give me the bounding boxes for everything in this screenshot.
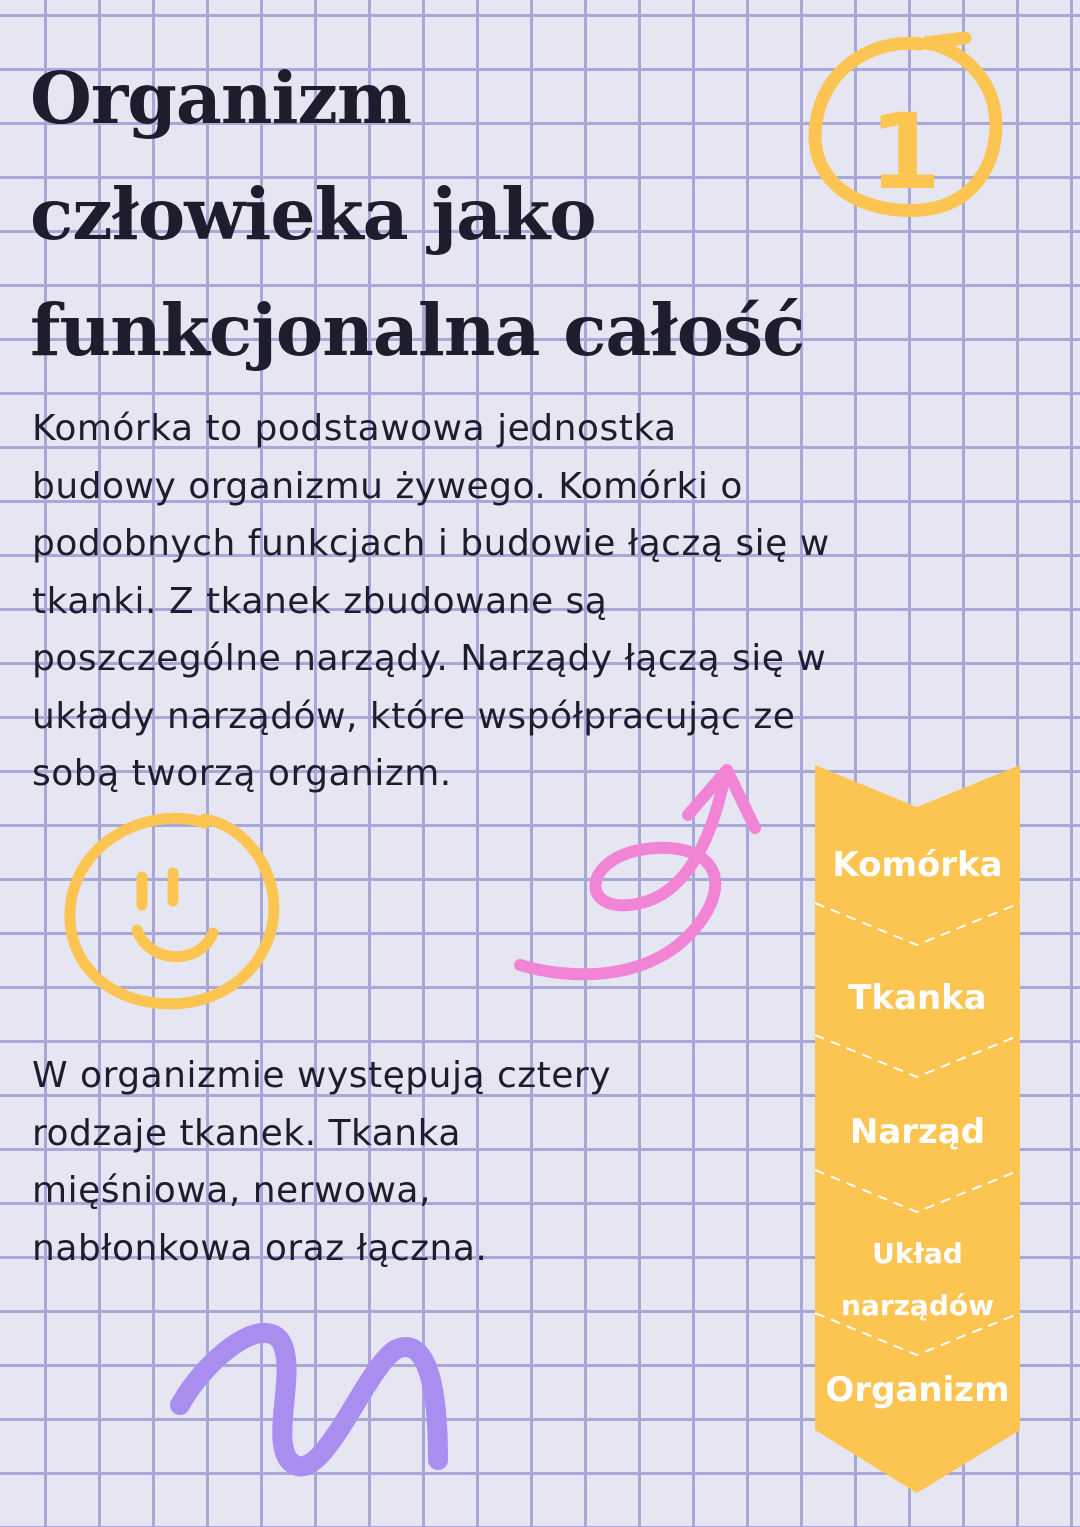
paragraph-line: Komórka to podstawowa jednostka	[32, 408, 677, 449]
organ-system-line-2: narządów	[841, 1289, 994, 1322]
intro-paragraph	[32, 400, 830, 803]
title-line-3: funkcjonalna całość	[30, 288, 805, 372]
tissues-paragraph	[32, 1047, 611, 1277]
paragraph-line: W organizmie występują cztery	[32, 1055, 612, 1096]
paragraph-line: mięśniowa, nerwowa,	[32, 1170, 431, 1211]
paragraph-line: budowy organizmu żywego. Komórki o	[32, 465, 743, 507]
hierarchy-level-tissue: Tkanka	[848, 978, 987, 1018]
squiggle-icon	[170, 1310, 460, 1490]
paragraph-line: układy narządów, które współpracując ze	[32, 695, 796, 737]
smiley-face-icon	[55, 805, 290, 1020]
paragraph-line: podobnych funkcjach i budowie łączą się w	[32, 523, 830, 564]
hierarchy-level-organism: Organizm	[825, 1370, 1010, 1410]
hierarchy-level-cell: Komórka	[832, 845, 1003, 885]
paragraph-line: tkanki. Z tkanek zbudowane są	[32, 580, 608, 622]
page-title	[30, 40, 804, 388]
paragraph-line: rodzaje tkanek. Tkanka	[32, 1112, 461, 1154]
title-line-1: Organizm	[30, 56, 411, 140]
badge-number: 1	[868, 91, 942, 213]
paragraph-line: sobą tworzą organizm.	[32, 753, 452, 794]
organ-system-line-1: Układ	[872, 1237, 963, 1270]
paragraph-line: poszczególne narządy. Narządy łączą się w	[32, 638, 827, 679]
circled-number-icon	[795, 28, 1015, 228]
paragraph-line: nabłonkowa oraz łączna.	[32, 1227, 488, 1269]
hierarchy-level-organ-system	[815, 1228, 1020, 1332]
hierarchy-level-organ: Narząd	[849, 1112, 986, 1152]
title-line-2: człowieka jako	[30, 172, 596, 256]
curly-arrow-icon	[510, 760, 770, 1000]
